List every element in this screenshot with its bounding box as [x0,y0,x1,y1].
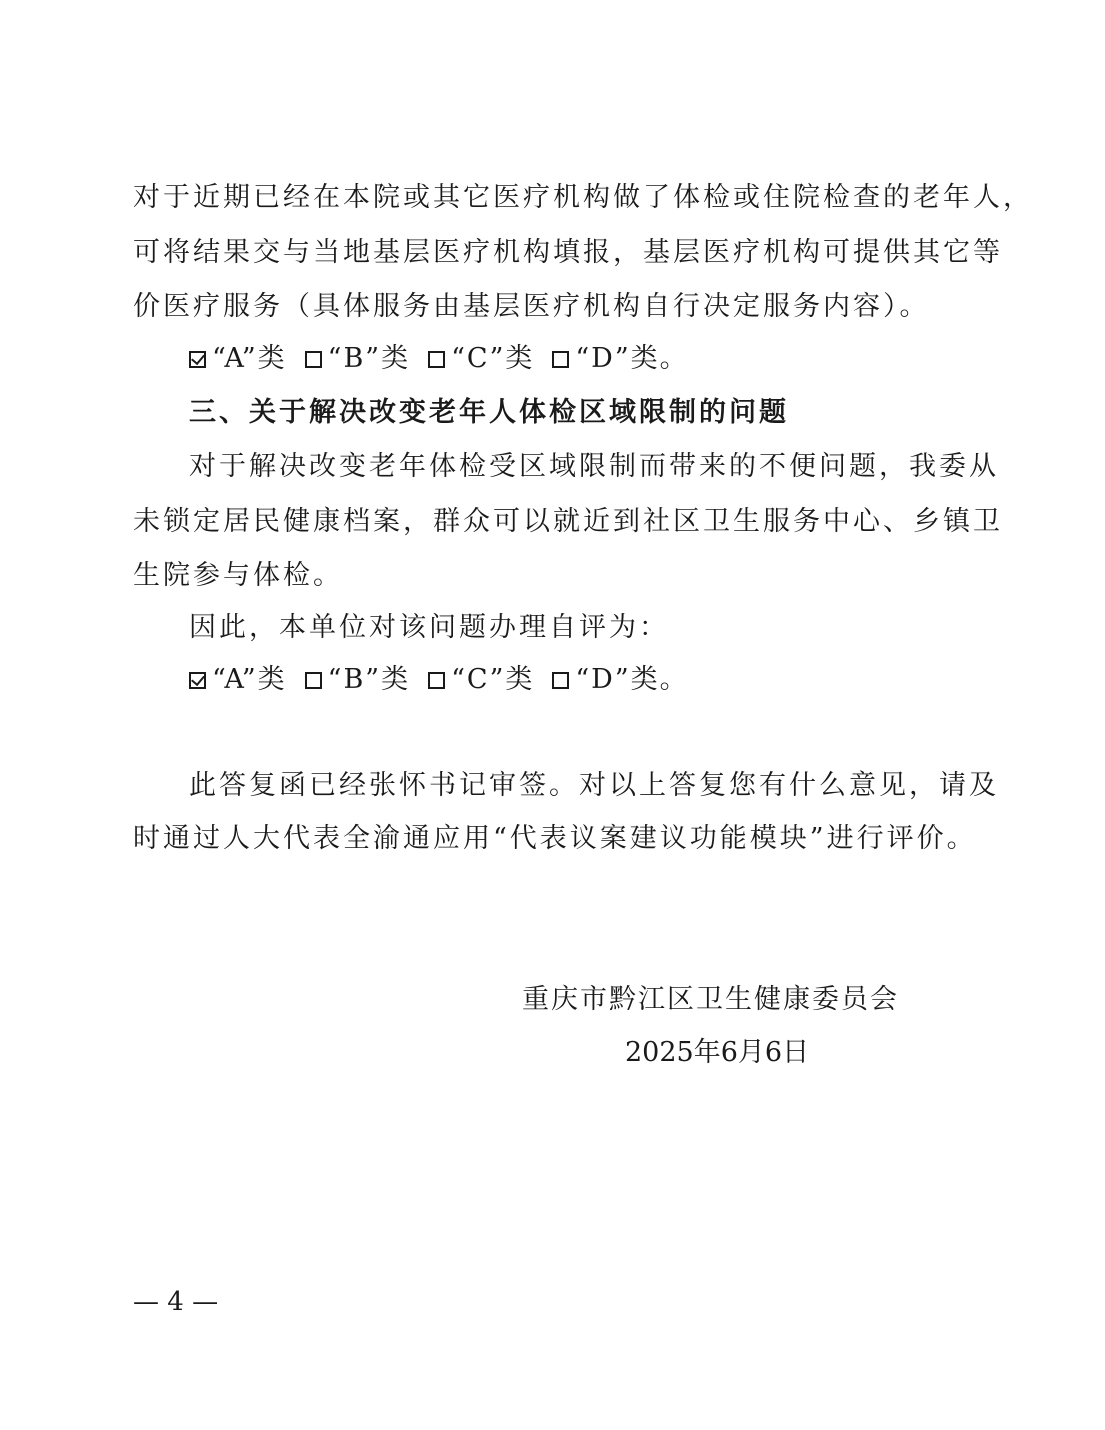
checkbox-icon [552,672,569,689]
section-3-line-3: 生院参与体检。 [133,560,343,591]
checked-checkbox-icon [189,672,206,689]
rating-1-option-d[interactable]: “D”类。 [552,344,688,374]
rating-1-option-c[interactable]: “C”类 [428,344,534,374]
checked-checkbox-icon [189,351,206,368]
paragraph-1-line-3: 价医疗服务（具体服务由基层医疗机构自行决定服务内容）。 [133,291,930,322]
closing-line-1: 此答复函已经张怀书记审签。对以上答复您有什么意见，请及 [189,770,999,801]
checkbox-icon [428,672,445,689]
checkbox-icon [305,672,322,689]
checkbox-icon [552,351,569,368]
section-3-line-2: 未锁定居民健康档案，群众可以就近到社区卫生服务中心、乡镇卫 [133,506,1003,537]
section-3-line-1: 对于解决改变老年体检受区域限制而带来的不便问题，我委从 [189,451,999,482]
paragraph-1-line-2: 可将结果交与当地基层医疗机构填报，基层医疗机构可提供其它等 [133,237,1003,268]
section-3-conclusion: 因此，本单位对该问题办理自评为： [189,612,669,643]
checkbox-icon [428,351,445,368]
rating-1-option-b[interactable]: “B”类 [305,344,410,374]
rating-1-option-a[interactable]: “A”类 [189,344,287,374]
section-3-heading: 三、关于解决改变老年人体检区域限制的问题 [189,397,789,428]
paragraph-1-line-1: 对于近期已经在本院或其它医疗机构做了体检或住院检查的老年人， [133,182,1033,213]
closing-line-2: 时通过人大代表全渝通应用“代表议案建议功能模块”进行评价。 [133,823,977,854]
page-number: — 4 — [133,1287,219,1317]
rating-row-1 [189,344,707,374]
signature-date: 2025年6月6日 [625,1037,810,1068]
rating-2-option-d[interactable]: “D”类。 [552,665,688,695]
rating-2-option-c[interactable]: “C”类 [428,665,534,695]
rating-2-option-a[interactable]: “A”类 [189,665,287,695]
rating-row-2 [189,665,707,695]
checkbox-icon [305,351,322,368]
signature-organization: 重庆市黔江区卫生健康委员会 [522,984,899,1015]
rating-2-option-b[interactable]: “B”类 [305,665,410,695]
